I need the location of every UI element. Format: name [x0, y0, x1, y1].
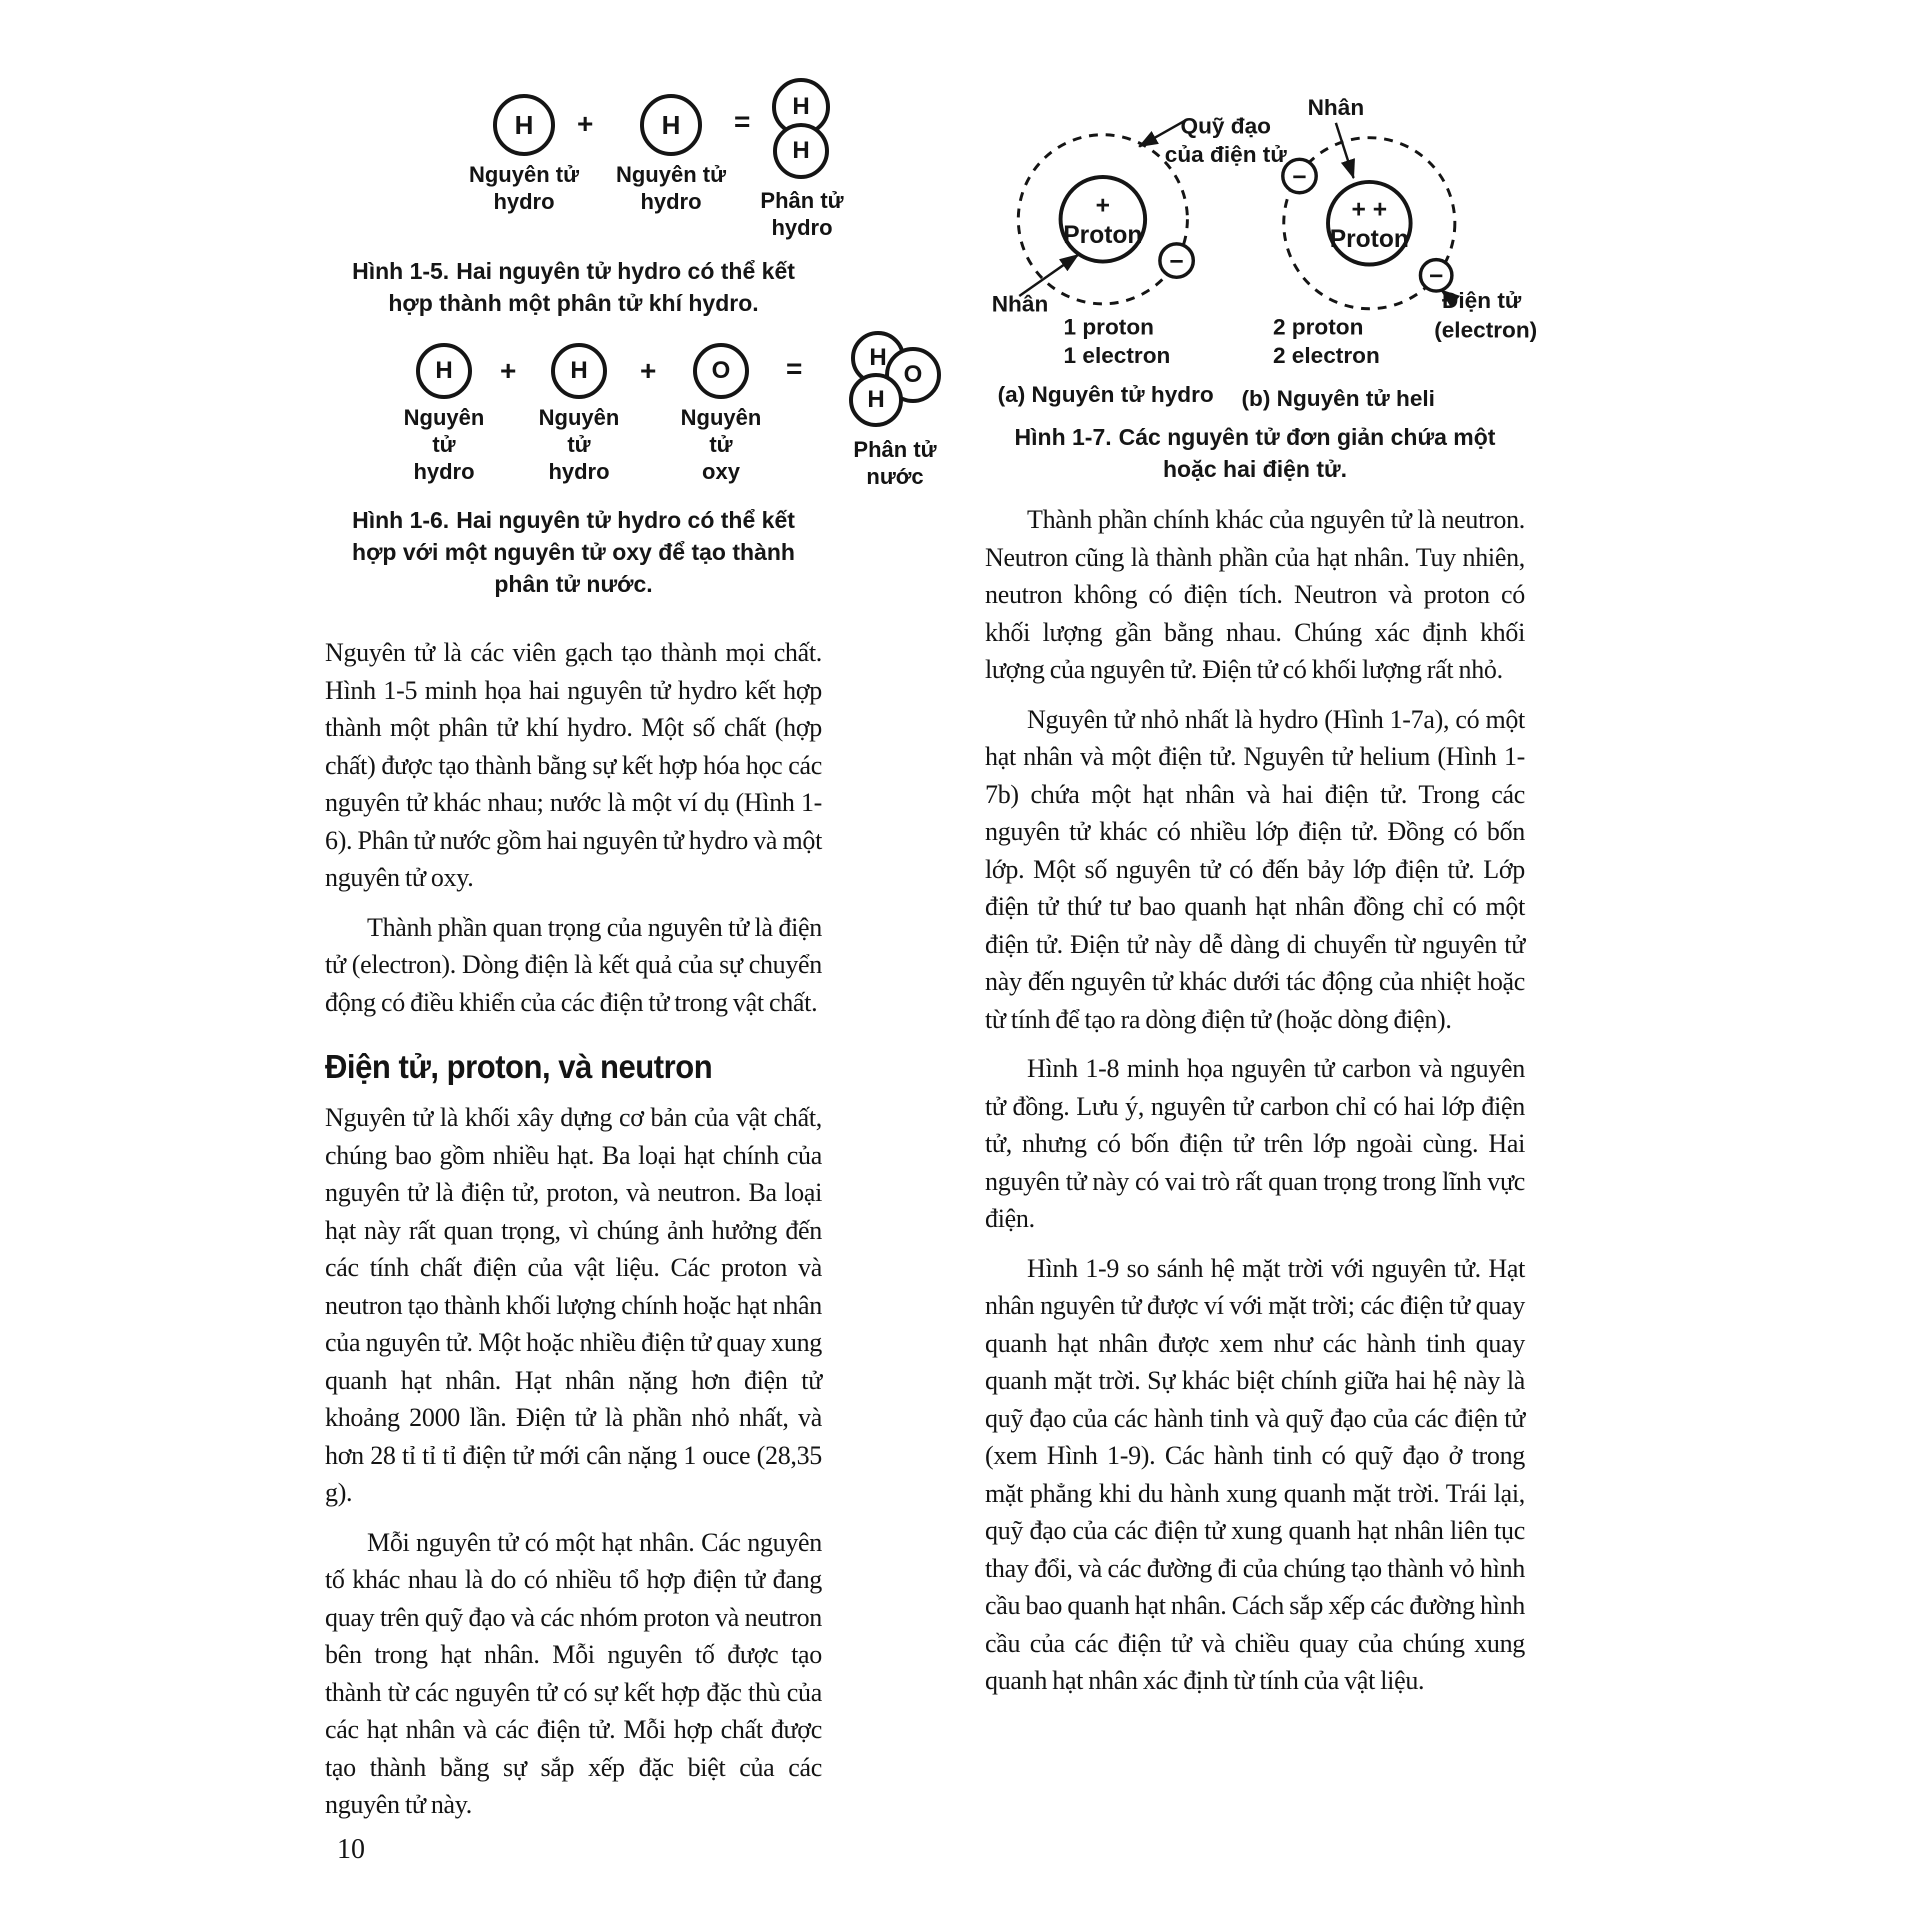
figure-1-5	[325, 93, 844, 319]
minus-icon: −	[1169, 248, 1184, 276]
proton-label: Proton	[1329, 225, 1409, 253]
atom-circle	[773, 123, 829, 179]
atom-symbol: H	[867, 386, 885, 413]
plus-charges: + +	[1351, 196, 1388, 224]
hydrogen-molecule	[742, 78, 862, 241]
water-molecule-diagram	[845, 331, 945, 431]
paragraph: Nguyên tử là các viên gạch tạo thành mọi chất. Hình 1-5 minh họa hai nguyên tử hydro kết hợp thành một phân tử khí hydro. Một số chất (hợp chất) được tạo thành bằng sự kết hợp hóa học các nguyên tử khác nhau; nước là một ví dụ (Hình 1-6). Phân tử nước gồm hai nguyên tử hydro và một nguyên tử oxy.	[325, 638, 822, 892]
plus-sign: +	[640, 355, 657, 386]
hydrogen-atom-2	[534, 343, 624, 485]
sublabel-b: (b) Nguyên tử heli	[1241, 386, 1435, 412]
nucleus-label-b: Nhân	[1307, 95, 1365, 121]
caption-text: Các nguyên tử đơn giản chứa một hoặc hai điện tử.	[1118, 424, 1496, 482]
caption-text: Hai nguyên tử hydro có thể kết hợp thành một phân tử khí hydro.	[388, 258, 795, 316]
molecule-label: Phân tử nước	[853, 437, 937, 489]
right-column	[985, 60, 1538, 1700]
figure-1-7-caption	[990, 421, 1520, 485]
paragraph: Nguyên tử là khối xây dựng cơ bản của vật chất, chúng bao gồm nhiều hạt. Ba loại hạt chính của nguyên tử là điện tử, proton, và neutron. Ba loại hạt này rất quan trọng, vì chúng ảnh hưởng đến các tính chất điện của vật liệu. Các proton và neutron tạo thành khối lượng chính hoặc hạt nhân của nguyên tử. Một hoặc nhiều điện tử quay xung quanh hạt nhân. Hạt nhân nặng hơn điện tử khoảng 2000 lần. Điện tử là phần nhỏ nhất, và hơn 28 tỉ tỉ tỉ điện tử mới cân nặng 1 ouce (28,35 g).	[325, 1103, 822, 1507]
atom-symbol: H	[792, 93, 810, 120]
figure-1-6	[325, 343, 937, 600]
equals-sign: =	[786, 353, 803, 384]
figure-number: Hình 1-6.	[352, 507, 450, 533]
proton-label: Proton	[1063, 221, 1143, 249]
atom-symbol: O	[903, 361, 923, 388]
figure-1-6-diagram	[325, 343, 937, 495]
electron-label-line2: (electron)	[1434, 317, 1538, 343]
paragraph: Mỗi nguyên tử có một hạt nhân. Các nguyên tố khác nhau là do có nhiều tổ hợp điện tử đang quay trên quỹ đạo và các nhóm proton và neutron bên trong hạt nhân. Mỗi nguyên tố được tạo thành từ các nguyên tử có sự kết hợp đặc thù của các hạt nhân và các điện tử. Mỗi hợp chất được tạo thành bằng sự sắp xếp đặc biệt của các nguyên tử này.	[325, 1527, 822, 1819]
paragraph: Thành phần quan trọng của nguyên tử là điện tử (electron). Dòng điện là kết quả của sự chuyển động có điều khiển của các điện tử trong vật chất.	[325, 912, 822, 1017]
atom-label: Nguyên tử hydro	[615, 162, 727, 214]
page-number: 10	[337, 1834, 365, 1865]
atom-circle	[640, 94, 702, 156]
equals-sign: =	[734, 106, 751, 137]
atom-label: Nguyên tử hydro	[403, 405, 485, 484]
plus-charge: +	[1095, 192, 1111, 220]
atom-circle	[551, 343, 607, 399]
atom-circle	[416, 343, 472, 399]
plus-sign: +	[577, 108, 594, 139]
hydrogen-atom-1	[399, 343, 489, 485]
figure-1-5-caption	[333, 255, 815, 319]
atom-symbol: O	[711, 357, 731, 384]
stat-b-electrons: 2 electron	[1272, 342, 1380, 368]
atom-symbol: H	[869, 344, 887, 371]
plus-sign: +	[500, 355, 517, 386]
figure-number: Hình 1-7.	[1014, 424, 1112, 450]
atom-circle	[693, 343, 749, 399]
paragraph: Nguyên tử nhỏ nhất là hydro (Hình 1-7a), có một hạt nhân và một điện tử. Nguyên tử helium (Hình 1-7b) chứa một hạt nhân và hai điện tử. Trong các nguyên tử khác có nhiều lớp điện tử. Đồng có bốn lớp. Một số nguyên tử có đến bảy lớp điện tử. Lớp điện tử thứ tư bao quanh hạt nhân đồng chỉ có một điện tử. Điện tử này dễ dàng di chuyển từ nguyên tử này đến nguyên tử khác dưới tác động của nhiệt hoặc từ tính để tạo ra dòng điện tử (hoặc dòng điện).	[985, 704, 1525, 1034]
atom-symbol: H	[435, 357, 453, 384]
caption-text: Hai nguyên tử hydro có thể kết hợp với một nguyên tử oxy để tạo thành phân tử nước.	[352, 507, 795, 597]
oxygen-atom	[676, 343, 766, 485]
minus-icon: −	[1292, 163, 1307, 191]
atom-label: Nguyên tử hydro	[468, 162, 580, 214]
figure-1-7	[985, 60, 1538, 485]
figure-1-7-diagram	[985, 60, 1555, 412]
figure-number: Hình 1-5.	[352, 258, 450, 284]
electron-label-line1: Điện tử	[1442, 287, 1522, 313]
minus-icon: −	[1428, 263, 1444, 291]
section-heading: Điện tử, proton, và neutron	[325, 1048, 713, 1085]
atom-symbol: H	[514, 109, 534, 140]
atom-symbol: H	[570, 357, 588, 384]
orbit-label-line2: của điện tử	[1164, 142, 1287, 168]
atom-symbol: H	[792, 137, 810, 164]
orbit-label-line1: Quỹ đạo	[1180, 113, 1271, 139]
nucleus-pointer-arrow-b	[1336, 123, 1354, 178]
hydrogen-atom-1	[469, 94, 579, 215]
atom-circle	[849, 373, 903, 427]
figure-1-6-caption	[333, 504, 815, 600]
water-molecule	[845, 331, 945, 490]
hydrogen-molecule-diagram	[772, 78, 832, 182]
paragraph: Thành phần chính khác của nguyên tử là neutron. Neutron cũng là thành phần của hạt nhân. Tuy nhiên, neutron không có điện tích. Neutron và proton có khối lượng gần bằng nhau. Chúng xác định khối lượng của nguyên tử. Điện tử có khối lượng rất nhỏ.	[985, 505, 1525, 684]
left-column	[325, 60, 937, 1824]
hydrogen-atom-2	[616, 94, 726, 215]
figure-1-5-diagram	[325, 93, 844, 246]
atom-label: Nguyên tử hydro	[538, 405, 620, 484]
nucleus-label-a: Nhân	[991, 291, 1049, 317]
paragraph: Hình 1-8 minh họa nguyên tử carbon và nguyên tử đồng. Lưu ý, nguyên tử carbon chỉ có hai lớp điện tử, nhưng có bốn điện tử trên lớp ngoài cùng. Hai nguyên tử này có vai trò rất quan trọng trong lĩnh vực điện.	[985, 1054, 1525, 1233]
molecule-label: Phân tử hydro	[760, 188, 844, 240]
paragraph: Hình 1-9 so sánh hệ mặt trời với nguyên tử. Hạt nhân nguyên tử được ví với mặt trời; các điện tử quay quanh hạt nhân được xem như các hành tinh quay quanh mặt trời. Sự khác biệt chính giữa hai hệ này là quỹ đạo của các hành tinh và quỹ đạo của các điện tử (xem Hình 1-9). Các hành tinh có quỹ đạo ở trong mặt phẳng khi du hành xung quanh mặt trời. Trái lại, quỹ đạo của các điện tử xung quanh hạt nhân liên tục thay đổi, và các đường đi của chúng tạo thành vỏ hình cầu bao quanh hạt nhân. Cách sắp xếp các đường hình cầu của các điện tử và chiều quay của chúng xung quanh hạt nhân xác định từ tính của vật liệu.	[985, 1253, 1525, 1695]
atom-symbol: H	[661, 109, 681, 140]
stat-a-electrons: 1 electron	[1063, 342, 1171, 368]
atom-label: Nguyên tử oxy	[680, 405, 762, 484]
stat-a-protons: 1 proton	[1063, 314, 1154, 340]
sublabel-a: (a) Nguyên tử hydro	[997, 382, 1214, 408]
stat-b-protons: 2 proton	[1272, 314, 1364, 340]
atom-circle	[493, 94, 555, 156]
